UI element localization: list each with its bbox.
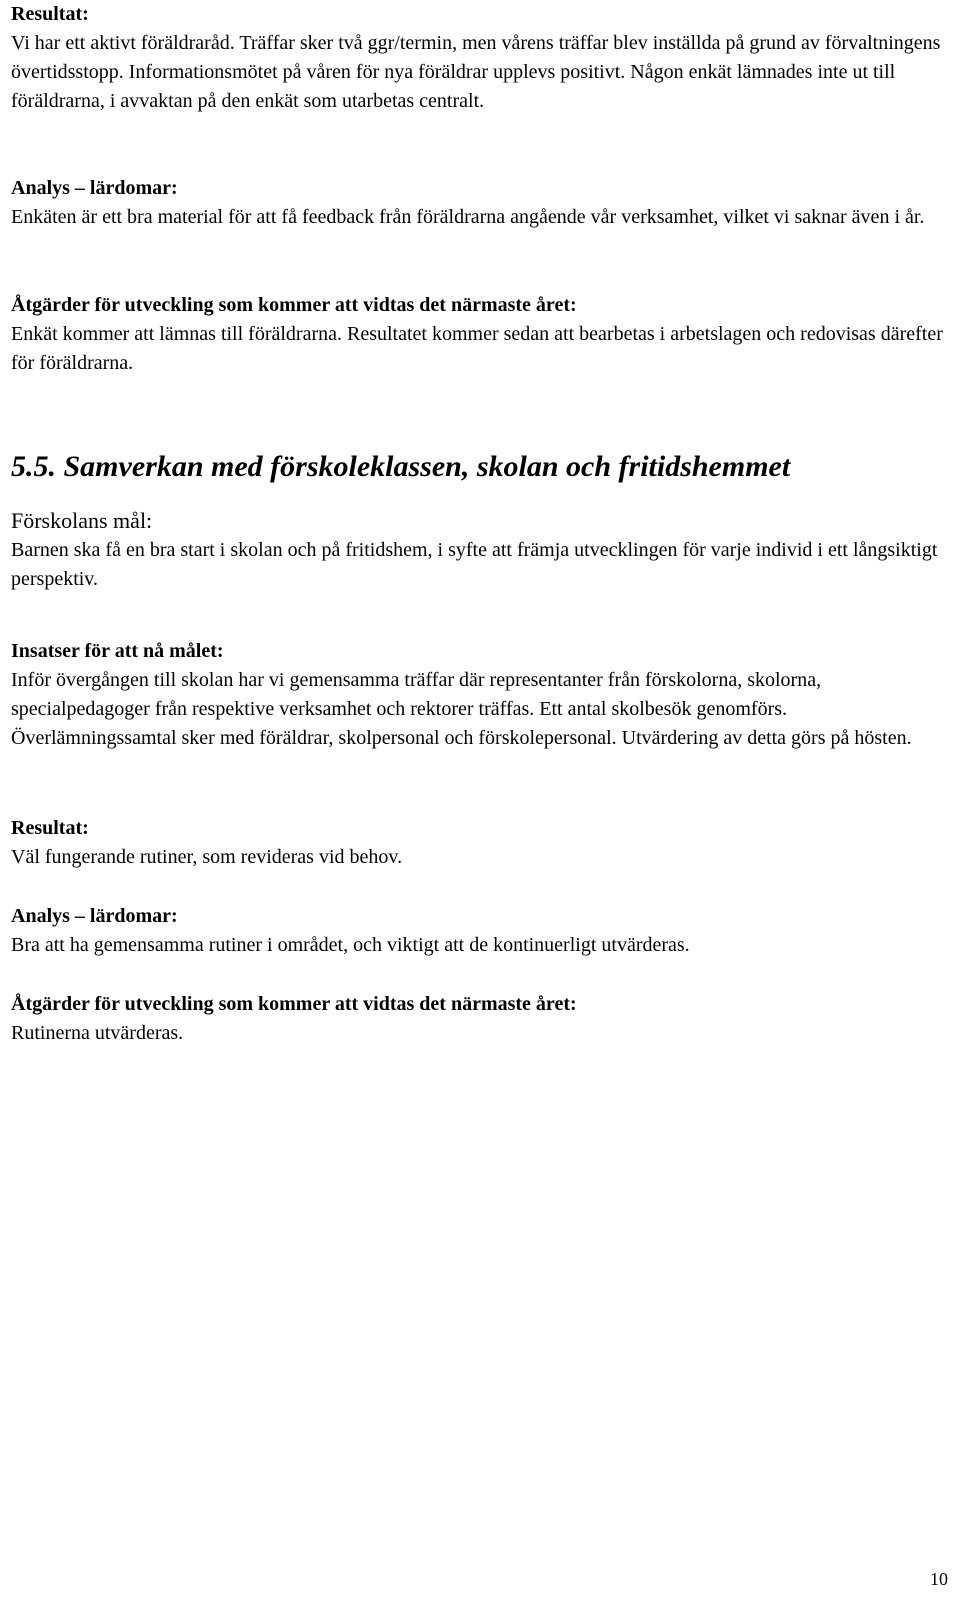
- result-text: Väl fungerande rutiner, som revideras vid behov.: [11, 846, 403, 868]
- efforts-text: Inför övergången till skolan har vi gemensamma träffar där representanter från förskolorna, skolorna, specialpedagoger från respektive verksamhet och rektorer träffas. Ett antal skolbesök genomförs. Överlämningssamtal sker med föräldrar, skolpersonal och förskolepersonal. Utvärdering av detta görs på hösten.: [11, 669, 912, 749]
- page-number: 10: [930, 1569, 948, 1589]
- prev-actions-block: [11, 291, 946, 378]
- section-heading: 5.5. Samverkan med förskoleklassen, skolan och fritidshemmet: [11, 450, 791, 483]
- prev-actions-label: Åtgärder för utveckling som kommer att vidtas det närmaste året:: [11, 294, 577, 316]
- goal-block: [11, 506, 946, 594]
- analysis-block: [11, 902, 946, 960]
- section-heading-block: [11, 448, 946, 486]
- actions-block: [11, 990, 946, 1048]
- prev-result-text: Vi har ett aktivt föräldraråd. Träffar sker två ggr/termin, men vårens träffar blev inställda på grund av förvaltningens övertidsstopp. Informationsmötet på våren för nya föräldrar upplevs positivt. Någon enkät lämnades inte ut till föräldrarna, i avvaktan på den enkät som utarbetas centralt.: [11, 32, 941, 112]
- prev-result-label: Resultat:: [11, 3, 89, 25]
- goal-text: Barnen ska få en bra start i skolan och på fritidshem, i syfte att främja utvecklingen för varje individ i ett långsiktigt perspektiv.: [11, 539, 938, 590]
- prev-result-block: [11, 0, 946, 116]
- prev-analysis-text: Enkäten är ett bra material för att få feedback från föräldrarna angående vår verksamhet, vilket vi saknar även i år.: [11, 206, 925, 228]
- result-block: [11, 814, 946, 872]
- goal-label: Förskolans mål:: [11, 508, 153, 533]
- analysis-text: Bra att ha gemensamma rutiner i området, och viktigt att de kontinuerligt utvärderas.: [11, 934, 690, 956]
- prev-analysis-block: [11, 174, 946, 232]
- result-label: Resultat:: [11, 817, 89, 839]
- actions-label: Åtgärder för utveckling som kommer att vidtas det närmaste året:: [11, 993, 577, 1015]
- prev-analysis-label: Analys – lärdomar:: [11, 177, 178, 199]
- analysis-label: Analys – lärdomar:: [11, 905, 178, 927]
- actions-text: Rutinerna utvärderas.: [11, 1022, 184, 1044]
- efforts-block: [11, 637, 946, 753]
- efforts-label: Insatser för att nå målet:: [11, 640, 224, 662]
- prev-actions-text: Enkät kommer att lämnas till föräldrarna. Resultatet kommer sedan att bearbetas i arbetslagen och redovisas därefter för föräldrarna.: [11, 323, 943, 374]
